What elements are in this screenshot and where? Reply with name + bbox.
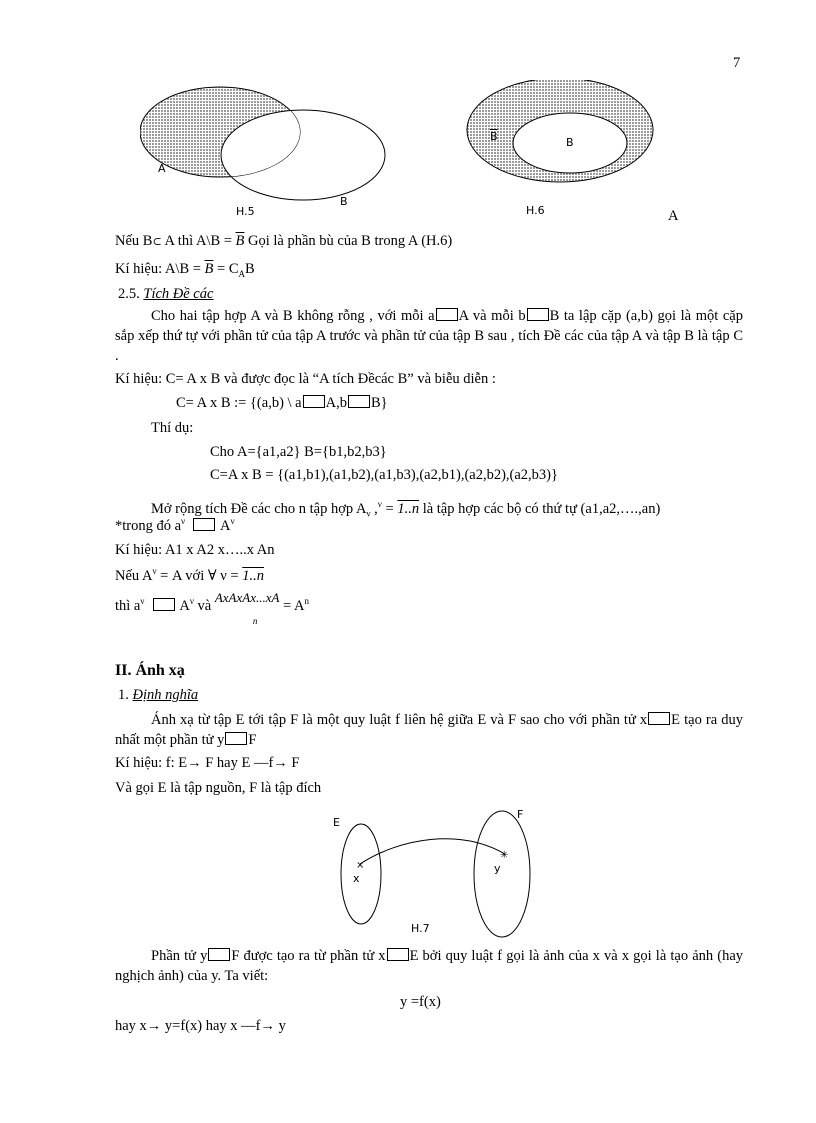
cartesian-notation: Kí hiệu: C= A x B và được đọc là “A tích Đềcác B” và biễu diễn :: [115, 371, 496, 387]
h7-label-e: E: [333, 816, 340, 829]
product-notation: Kí hiệu: A1 x A2 x…..x An: [115, 542, 275, 558]
example-sets: Cho A={a1,a2} B={b1,b2,b3}: [210, 444, 387, 460]
set-e-ellipse: [341, 824, 381, 924]
source-target-line: Và gọi E là tập nguồn, F là tập đích: [115, 780, 322, 796]
x-point: ×: [356, 860, 365, 871]
h6-label-bbar: $\overline{B}$: [490, 130, 498, 143]
h6-label-b: B: [566, 136, 574, 149]
image-definition: Phần tử y F được tạo ra từ phần tử x E bởi quy luật f gọi là ảnh của x và x gọi là tạo ảnh (hay nghịch ảnh) của y. Ta viết:: [115, 948, 744, 984]
section-2-heading: II. Ánh xạ: [115, 662, 185, 679]
example-label: Thí dụ:: [151, 420, 194, 436]
power-condition: Nếu $A^\nu = A$ với ∀ ν = 1..n: [115, 566, 264, 584]
mapping-definition: Ánh xạ từ tập E tới tập F là một quy luật f liên hệ giữa E và F sao cho với phần tử x E tạo ra duy nhất một phần tử y F: [115, 712, 743, 748]
h5-label-a: A: [158, 162, 166, 175]
mapping-notation: Kí hiệu: f: E→ F hay E —f→ F: [115, 755, 300, 771]
y-point: ✳: [500, 850, 509, 861]
complement-notation: Kí hiệu: A\B = $\overline{B} = C_AB$: [115, 261, 255, 279]
complement-line: Nếu B⊂ A thì A\B = $\overline{B}$ Gọi là phần bù của B trong A (H.6): [115, 233, 453, 249]
cartesian-definition: Cho hai tập hợp A và B không rỗng , với mỗi a A và mỗi b B ta lập cặp (a,b) gọi là một cặp sắp xếp thứ tự với phần tử của tập A trước và phần tử của tập B sau , tích Đề các của tập A và tập B là tập C .: [115, 308, 743, 364]
h5-label-b: B: [340, 195, 348, 208]
h6-label-a: A: [668, 208, 679, 224]
section-2-5-heading: 2.5. Tích Đề các: [118, 286, 214, 302]
h7-caption: H.7: [411, 922, 430, 935]
mapping-arrow: [360, 839, 505, 864]
h6-caption: H.6: [526, 204, 545, 217]
section-1-heading: 1. Định nghĩa: [118, 687, 199, 703]
h7-label-x: x: [353, 872, 360, 885]
power-result: thì $a^\nu$ $A^\nu$ và AxAxAx...xA n = $A^n$: [115, 589, 310, 626]
element-of-symbol: [527, 308, 549, 321]
h5-caption: H.5: [236, 205, 255, 218]
page-number: 7: [733, 55, 741, 71]
mapping-notation-alt: hay x→ y=f(x) hay x —f→ y: [115, 1018, 286, 1034]
extension-line: Mở rộng tích Đề các cho n tập hợp $A_\nu$ ,$^\nu$ = 1..n là tập hợp các bộ có thứ tự (a1,a2,….,an): [151, 499, 661, 519]
element-of-symbol: [436, 308, 458, 321]
set-b-ellipse-fill: [221, 110, 385, 200]
cartesian-formula: C= A x B := {(a,b) \ a A,b B}: [176, 395, 388, 411]
venn-figures: [140, 80, 700, 230]
mapping-figure: [330, 808, 560, 943]
set-f-ellipse: [474, 811, 530, 937]
extension-element: *trong đó $a^\nu$ $A^\nu$: [115, 516, 235, 534]
h7-label-y: y: [494, 862, 501, 875]
example-product: C=A x B = {(a1,b1),(a1,b2),(a1,b3),(a2,b1),(a2,b2),(a2,b3)}: [210, 467, 558, 483]
h7-label-f: F: [517, 808, 524, 821]
formula-y: y =f(x): [400, 994, 441, 1010]
